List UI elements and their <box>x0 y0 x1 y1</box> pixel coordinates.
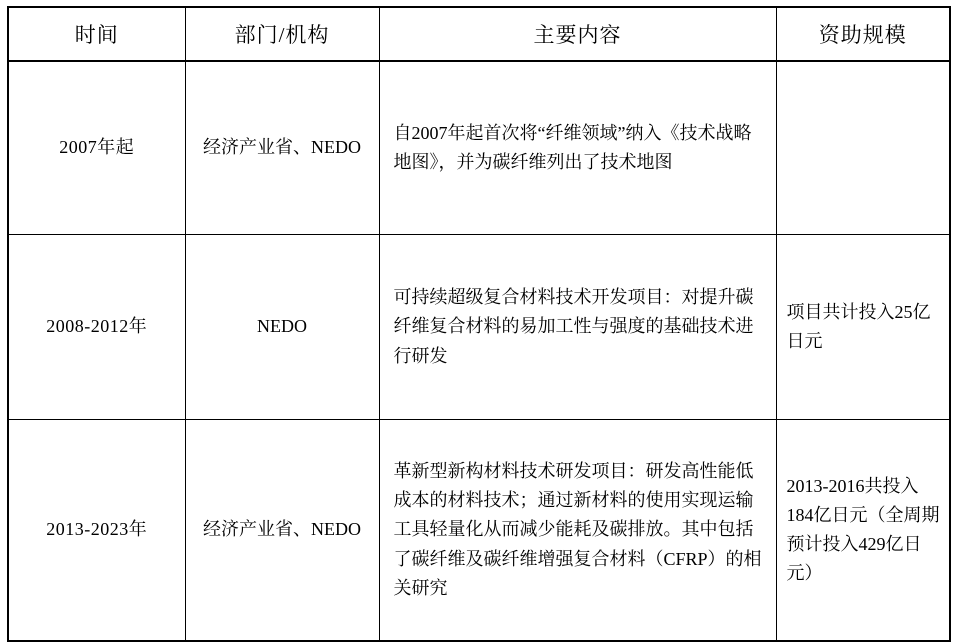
cell-time: 2008-2012年 <box>8 235 185 420</box>
table-header <box>8 7 950 61</box>
cell-funding: 项目共计投入25亿日元 <box>776 235 950 420</box>
cell-funding: 2013-2016共投入184亿日元（全周期预计投入429亿日元） <box>786 475 940 584</box>
cell-time: 2007年起 <box>8 61 185 235</box>
cell-time: 2013-2023年 <box>8 420 185 642</box>
table-body <box>8 61 950 641</box>
cell-content: 自2007年起首次将“纤维领域”纳入《技术战略地图》，并为碳纤维列出了技术地图 <box>379 61 776 235</box>
cell-content: 革新型新构材料技术研发项目：研发高性能低成本的材料技术；通过新材料的使用实现运输工具轻量化从而减少能耗及碳排放。其中包括了碳纤维及碳纤维增强复合材料（CFRP）的相关研究 <box>379 420 776 642</box>
table-row <box>8 61 950 235</box>
header-row <box>8 7 950 61</box>
cell-department: NEDO <box>185 235 379 420</box>
cell-department: 经济产业省、NEDO <box>185 420 379 642</box>
cell-content: 可持续超级复合材料技术开发项目：对提升碳纤维复合材料的易加工性与强度的基础技术进行研发 <box>379 235 776 420</box>
cell-department: 经济产业省、NEDO <box>185 61 379 235</box>
cell-funding <box>776 61 950 235</box>
document-page <box>0 6 956 598</box>
column-header-department: 部门/机构 <box>185 7 379 61</box>
column-header-funding: 资助规模 <box>776 7 950 61</box>
column-header-time: 时间 <box>8 7 185 61</box>
policy-table <box>7 6 951 642</box>
column-header-content: 主要内容 <box>379 7 776 61</box>
table-row <box>8 235 950 420</box>
table-row <box>8 420 950 642</box>
